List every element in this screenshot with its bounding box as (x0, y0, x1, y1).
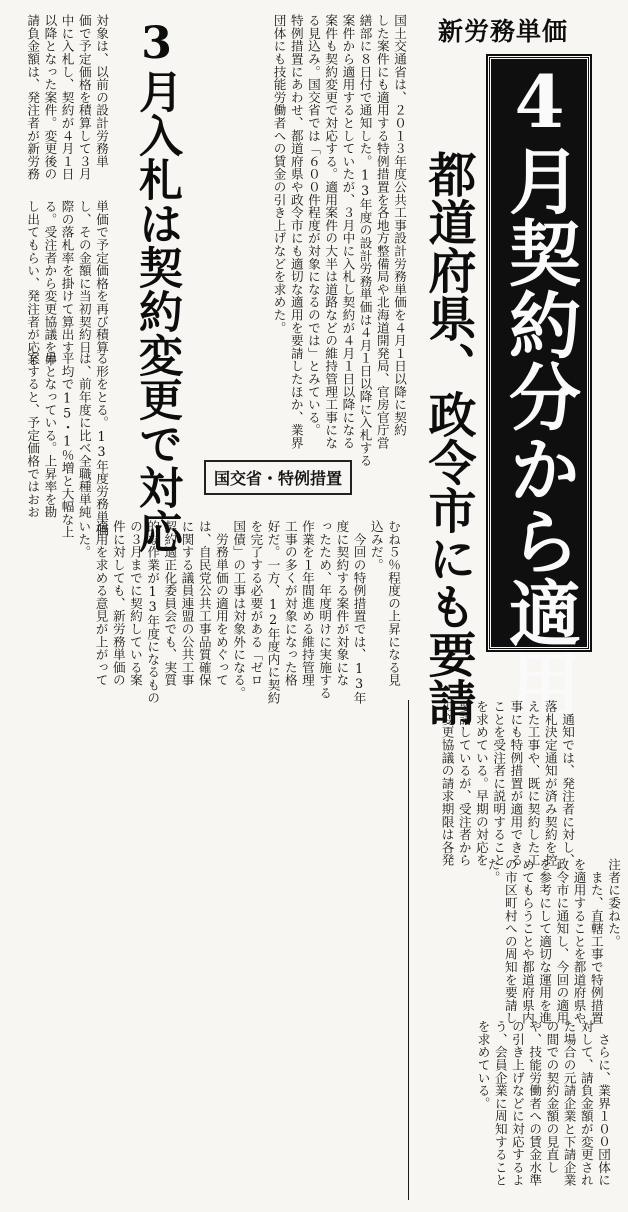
column-divider (408, 700, 409, 1200)
lead-paragraph: 国土交通省は、２０１３年度公共工事設計労務単価を４月１日以降に契約 した案件にも適用する特例措置を各地方整備局や北海道開発局、官房官庁営 繕部に８日付で通知した。13年度の設計労務単価は４月１日以降に入札する 案件から適用するとしていたが、３月中に入札し契約が４月１日以降になる 案件も契約変更で対応する。適用案件の大半は道路などの維持管理工事にな る見込み。国交省では「６００件程度が対象になるのでは」とみている。 特例措置にあわせ、都道府県や政令市にも適切な適用を要請したほか、業界 団体にも技能労働者への賃金の引き上げなどを求めた。 (271, 14, 407, 467)
body-column-g: 注者に委ねた。 また、直轄工事で特例措置 を適用することを都道府県や 政令市に通知し、今回の適用 を参考にして適切な運用を進 めてもらうことや都道府県内 の市区町村への周知を要請し た。 (485, 858, 621, 1025)
body-column-f: 通知では、発注者に対し、 落札決定通知が済み契約を控 えた工事や、既に契約した工 事にも特例措置が適用できる ことを受注者に説明すること を求めている。早期の対応を 要請しているが、受注者から の変更協議の請求期限は各発 (439, 700, 575, 867)
headline-main: 4月契約分から適用 (488, 56, 590, 650)
body-column-e: むね５％程度の上昇になる見 込みだ。 今回の特例措置では、13年 度に契約する案件が対象にな ったため、年度明けに実施する 作業を１年間進める維持管理 工事の多くが対象になった格 好だ。一方、12年度内に契約 を完了する必要がある「ゼロ 国債」の工事は対象外になる。 労務単価の適用をめぐって は、自民党公共工事品質確保 に関する議員連盟の公共工事 契約適正化委員会でも、実質 的な作業が13年度になるもの の３月までに契約している案 件に対しても、新労務単価の 適用を求める意見が上がって いた。 (76, 520, 401, 704)
headline-second: 3月入札は契約変更で対応 (131, 18, 182, 553)
body-column-c: 単価で予定価格を再び積算 し、その金額に当初契約日 際の落札率を掛けて算出す る。受注者から変更協議を申 し出てもらい、発注者が応じ (25, 200, 109, 367)
section-label: 国交省・特例措置 (204, 460, 352, 495)
headline-sub: 都道府県、政令市にも要請 (420, 150, 476, 726)
kicker: 新労務単価 (438, 17, 569, 46)
body-column-h: さらに、業界１００団体に 対して、請負金額が変更され た場合の元請企業と下請企業 の間での契約金額の見直し や、技能労働者への賃金水準 の引き上げなどに対応するよ う、会員企業に周知すること を求めている。 (475, 1020, 611, 1187)
body-column-d: る形をとる。13年度労務単価 は、前年度に比べ全職種単純 平均で15・1％増と大幅な上 昇となっている。上昇率を勘 案すると、予定価格ではおお (25, 352, 109, 539)
body-column-b: 対象は、以前の設計労務単 価で予定価格を積算して３月 中に入札し、契約が４月１日 以降となった案件。変更後の 請負金額は、発注者が新労務 (25, 14, 109, 181)
